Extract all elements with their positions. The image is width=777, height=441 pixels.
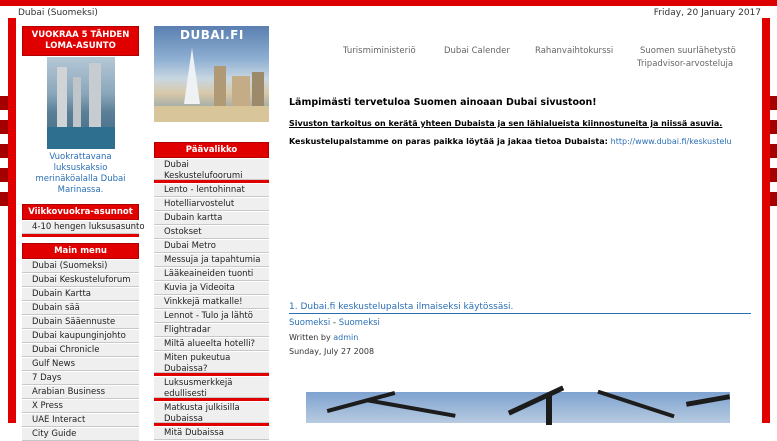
promo-heading[interactable]: [22, 26, 139, 56]
weekly-rental-heading: Viikkovuokra-asunnot: [22, 204, 139, 220]
main-menu2-item[interactable]: Lennot - Tulo ja lähtö: [154, 309, 269, 323]
welcome-heading: Lämpimästi tervetuloa Suomen ainoaan Dubai sivustoon!: [289, 97, 597, 108]
secondary-sidebar: [154, 26, 269, 440]
top-bar: [0, 0, 777, 22]
main-menu-item[interactable]: Dubai kaupunginjohto: [22, 329, 139, 343]
promo-text-link[interactable]: Vuokrattavana luksuskaksio merinäköalalla Dubai Marinassa.: [35, 152, 126, 195]
left-edge-decoration: [0, 96, 8, 216]
burj-al-arab-graphic: [184, 48, 200, 104]
main-menu-item[interactable]: Dubain Sääennuste: [22, 315, 139, 329]
article-title-link[interactable]: 1. Dubai.fi keskustelupalsta ilmaiseksi käytössäsi.: [289, 302, 751, 314]
main-menu2-item[interactable]: Dubai Metro: [154, 239, 269, 253]
written-by-label: Written by: [289, 333, 334, 342]
main-menu2-item[interactable]: Miltä alueelta hotelli?: [154, 337, 269, 351]
article-date: Sunday, July 27 2008: [289, 347, 375, 356]
main-menu2-item[interactable]: Dubai Keskustelufoorumi: [154, 158, 269, 180]
forum-intro-text: Keskustelupalstamme on paras paikka löytää ja jakaa tietoa Dubaista:: [289, 137, 608, 146]
forum-intro: [289, 137, 732, 146]
left-frame-bar: [8, 18, 16, 423]
promo-apartment-image[interactable]: [47, 57, 115, 149]
lang-separator: -: [330, 318, 339, 328]
nav-link-dubai-calendar[interactable]: Dubai Calender: [444, 46, 510, 56]
main-menu-item[interactable]: UAE Interact: [22, 413, 139, 427]
main-menu2-item[interactable]: Dubain kartta: [154, 211, 269, 225]
main-menu-item[interactable]: Dubai Chronicle: [22, 343, 139, 357]
divider: [22, 234, 139, 237]
main-menu2-item[interactable]: Flightradar: [154, 323, 269, 337]
main-menu2-item[interactable]: Hotelliarvostelut: [154, 197, 269, 211]
site-name: Dubai (Suomeksi): [18, 8, 98, 18]
nav-link-exchange-rate[interactable]: Rahanvaihtokurssi: [535, 46, 614, 56]
main-menu2-item[interactable]: Lento - lentohinnat: [154, 183, 269, 197]
main-menu2-item[interactable]: Ostokset: [154, 225, 269, 239]
right-frame-bar: [762, 18, 770, 423]
logo-text: DUBAI.FI: [180, 28, 244, 42]
main-menu-item[interactable]: Dubain sää: [22, 301, 139, 315]
nav-link-embassy[interactable]: Suomen suurlähetystö: [640, 46, 736, 56]
main-menu-item[interactable]: Gulf News: [22, 357, 139, 371]
article-author-line: [289, 333, 358, 342]
lang-link-finnish-2[interactable]: Suomeksi: [338, 318, 380, 328]
promo-heading-line1: VUOKRAA 5 TÄHDEN: [31, 30, 130, 40]
forum-link[interactable]: http://www.dubai.fi/keskustelu: [610, 137, 732, 146]
left-sidebar: [22, 26, 145, 441]
main-menu2-item[interactable]: Miten pukeutua Dubaissa?: [154, 351, 269, 373]
main-menu2-item[interactable]: Kuvia ja Videoita: [154, 281, 269, 295]
main-menu-item[interactable]: Arabian Business: [22, 385, 139, 399]
promo-heading-line2: LOMA-ASUNTO: [45, 41, 116, 51]
main-menu-item[interactable]: Dubai (Suomeksi): [22, 259, 139, 273]
lang-link-finnish[interactable]: Suomeksi: [289, 318, 331, 328]
main-menu-item[interactable]: X Press: [22, 399, 139, 413]
main-menu-heading: Main menu: [22, 243, 139, 259]
nav-link-tourism-ministry[interactable]: Turismiministeriö: [343, 46, 416, 56]
article-photo: [306, 392, 730, 423]
language-links: [289, 318, 380, 328]
main-menu2-heading: Päävalikko: [154, 142, 269, 158]
main-menu2-item[interactable]: Lääkeaineiden tuonti: [154, 267, 269, 281]
main-menu2-item[interactable]: Matkusta julkisilla Dubaissa: [154, 401, 269, 423]
right-edge-decoration: [770, 96, 777, 216]
main-menu-item[interactable]: Dubai Keskusteluforum: [22, 273, 139, 287]
main-menu-item[interactable]: 7 Days: [22, 371, 139, 385]
main-menu-item[interactable]: Dubain Kartta: [22, 287, 139, 301]
nav-link-tripadvisor[interactable]: Tripadvisor-arvosteluja: [637, 59, 734, 69]
main-menu2-item[interactable]: Messuja ja tapahtumia: [154, 253, 269, 267]
author-link[interactable]: admin: [333, 333, 359, 342]
main-menu2-item[interactable]: Luksusmerkkejä edullisesti: [154, 376, 269, 398]
main-menu2-item[interactable]: Vinkkejä matkalle!: [154, 295, 269, 309]
weekly-rental-item[interactable]: 4-10 hengen luksusasunto: [22, 220, 139, 234]
main-menu2-item[interactable]: Mitä Dubaissa: [154, 426, 269, 440]
main-menu-item[interactable]: City Guide: [22, 427, 139, 441]
site-purpose-text: Sivuston tarkoitus on kerätä yhteen Dubaista ja sen lähialueista kiinnostuneita ja niissä asuvia.: [289, 119, 723, 128]
site-logo-image[interactable]: [154, 26, 269, 122]
current-date: Friday, 20 January 2017: [653, 8, 761, 18]
